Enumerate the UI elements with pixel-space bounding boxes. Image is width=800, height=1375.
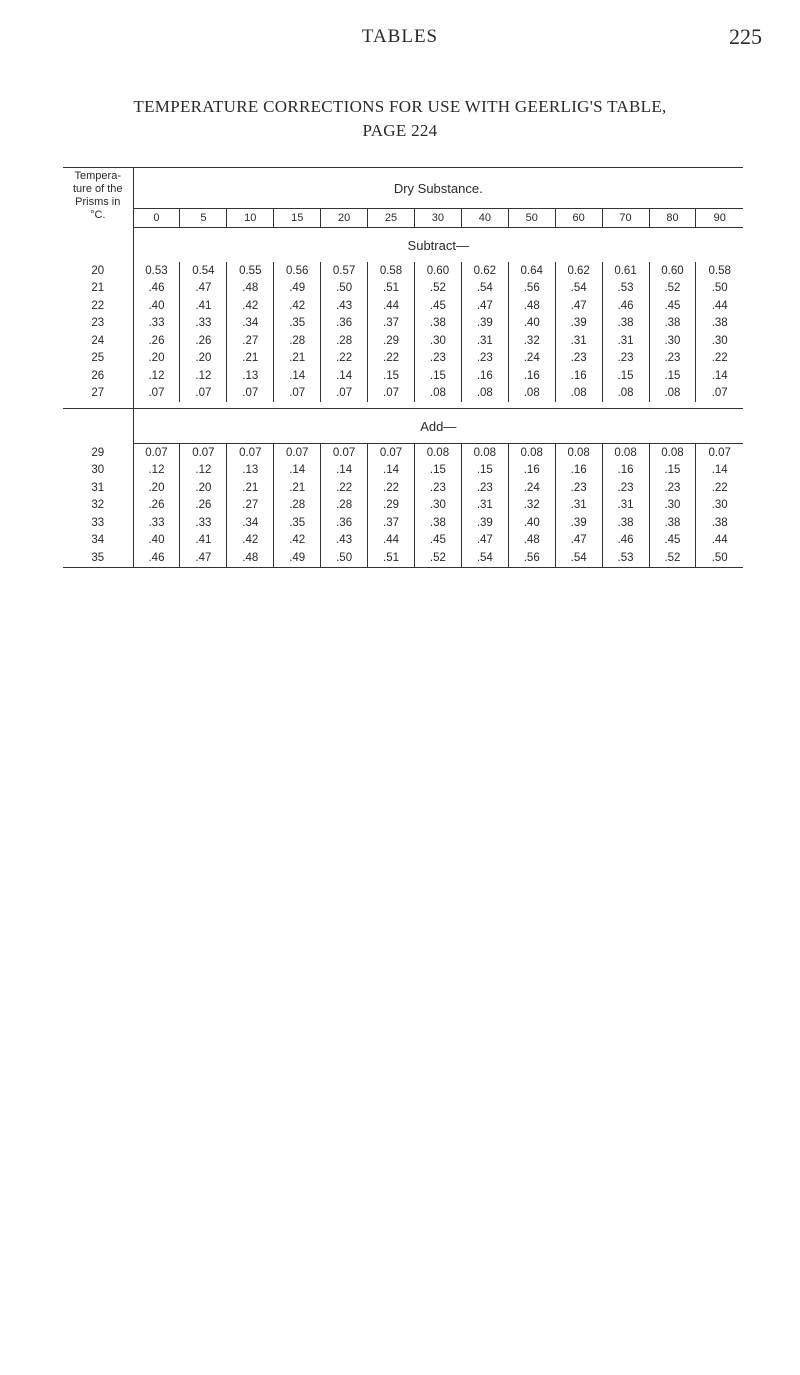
value-cell: .44 [368, 297, 415, 315]
value-cell: .44 [368, 532, 415, 550]
value-cell: .16 [508, 367, 555, 385]
table-row [63, 444, 743, 462]
value-cell: .52 [649, 549, 696, 567]
value-cell: .27 [227, 497, 274, 515]
value-cell: .34 [227, 514, 274, 532]
value-cell: 0.08 [649, 444, 696, 462]
table-row [63, 280, 743, 298]
value-cell: .36 [321, 514, 368, 532]
value-cell: .38 [414, 315, 461, 333]
value-cell: .30 [414, 497, 461, 515]
table-row [63, 497, 743, 515]
value-cell: .51 [368, 549, 415, 567]
value-cell: .52 [414, 280, 461, 298]
value-cell: .24 [508, 350, 555, 368]
value-cell: 0.08 [461, 444, 508, 462]
value-cell: .51 [368, 280, 415, 298]
value-cell: .42 [227, 532, 274, 550]
temperature-cell: 21 [63, 280, 133, 298]
table-row [63, 385, 743, 403]
table-row [63, 350, 743, 368]
temperature-cell: 29 [63, 444, 133, 462]
value-cell: .40 [508, 514, 555, 532]
value-cell: .15 [649, 462, 696, 480]
value-cell: .41 [180, 532, 227, 550]
value-cell: 0.60 [649, 262, 696, 280]
value-cell: .36 [321, 315, 368, 333]
table-row [63, 549, 743, 567]
value-cell: .34 [227, 315, 274, 333]
value-cell: .28 [274, 497, 321, 515]
value-cell: .50 [696, 549, 743, 567]
value-cell: .48 [508, 297, 555, 315]
value-cell: 0.56 [274, 262, 321, 280]
temperature-cell: 26 [63, 367, 133, 385]
value-cell: 0.58 [368, 262, 415, 280]
value-cell: .43 [321, 297, 368, 315]
value-cell: .15 [368, 367, 415, 385]
value-cell: .14 [321, 367, 368, 385]
temperature-cell: 25 [63, 350, 133, 368]
value-cell: .15 [602, 367, 649, 385]
column-header-15: 15 [274, 209, 321, 228]
temperature-cell: 23 [63, 315, 133, 333]
column-header-80: 80 [649, 209, 696, 228]
value-cell: .26 [180, 497, 227, 515]
table-row [63, 514, 743, 532]
value-cell: .54 [555, 280, 602, 298]
value-cell: .23 [414, 479, 461, 497]
value-cell: .38 [696, 514, 743, 532]
column-header-50: 50 [508, 209, 555, 228]
value-cell: .44 [696, 297, 743, 315]
value-cell: .54 [461, 549, 508, 567]
value-cell: .24 [508, 479, 555, 497]
add-section-stub [63, 409, 133, 444]
value-cell: .14 [274, 367, 321, 385]
value-cell: .23 [555, 350, 602, 368]
value-cell: .54 [461, 280, 508, 298]
temperature-cell: 22 [63, 297, 133, 315]
value-cell: .22 [321, 350, 368, 368]
value-cell: 0.57 [321, 262, 368, 280]
value-cell: 0.07 [696, 444, 743, 462]
value-cell: .20 [148, 352, 165, 365]
value-cell: 0.60 [414, 262, 461, 280]
table-row [63, 479, 743, 497]
value-cell: .15 [414, 462, 461, 480]
value-cell: .40 [148, 534, 165, 547]
value-cell: 0.07 [321, 444, 368, 462]
value-cell: .38 [602, 514, 649, 532]
value-cell: .22 [368, 350, 415, 368]
value-cell: .50 [321, 549, 368, 567]
value-cell: .46 [133, 549, 180, 567]
table-title-line-1: TEMPERATURE CORRECTIONS FOR USE WITH GEERLIG'S TABLE, [133, 97, 667, 116]
value-cell: 0.07 [145, 446, 168, 459]
value-cell: .42 [274, 532, 321, 550]
value-cell: 0.07 [227, 444, 274, 462]
value-cell: .33 [180, 514, 227, 532]
value-cell: .30 [414, 332, 461, 350]
value-cell: 0.53 [145, 264, 168, 277]
value-cell: .47 [180, 549, 227, 567]
value-cell: .16 [555, 367, 602, 385]
value-cell: .35 [274, 514, 321, 532]
value-cell: .46 [602, 532, 649, 550]
value-cell: .22 [321, 479, 368, 497]
value-cell: .08 [461, 385, 508, 403]
value-cell: .56 [508, 549, 555, 567]
value-cell: .20 [148, 481, 165, 494]
value-cell: .54 [555, 549, 602, 567]
value-cell: .35 [274, 315, 321, 333]
value-cell: .53 [602, 549, 649, 567]
value-cell: 0.08 [508, 444, 555, 462]
temperature-cell: 24 [63, 332, 133, 350]
value-cell: .47 [461, 532, 508, 550]
value-cell: .33 [148, 317, 165, 330]
value-cell: .39 [461, 315, 508, 333]
value-cell: .31 [555, 332, 602, 350]
add-label: Add— [133, 409, 743, 444]
table-row [63, 315, 743, 333]
value-cell: 0.62 [461, 262, 508, 280]
value-cell: 0.08 [555, 444, 602, 462]
value-cell: .07 [227, 385, 274, 403]
value-cell: .49 [274, 549, 321, 567]
value-cell: .26 [148, 499, 165, 512]
value-cell: 0.58 [696, 262, 743, 280]
value-cell: .33 [148, 516, 165, 529]
value-cell: .07 [148, 387, 165, 400]
dry-substance-header: Dry Substance. [133, 168, 743, 209]
value-cell: .14 [321, 462, 368, 480]
value-cell: .52 [649, 280, 696, 298]
value-cell: .12 [148, 464, 165, 477]
value-cell: .28 [321, 497, 368, 515]
value-cell: .38 [602, 315, 649, 333]
value-cell: .30 [696, 497, 743, 515]
value-cell: .07 [180, 385, 227, 403]
value-cell: 0.64 [508, 262, 555, 280]
value-cell: .14 [696, 367, 743, 385]
value-cell: .31 [555, 497, 602, 515]
value-cell: .22 [696, 350, 743, 368]
value-cell: .32 [508, 497, 555, 515]
value-cell: .23 [649, 479, 696, 497]
temperature-column-header: Tempera- ture of the Prisms in °C. [63, 168, 133, 263]
table-row [63, 297, 743, 315]
value-cell: .23 [461, 350, 508, 368]
temperature-cell: 34 [63, 532, 133, 550]
value-cell: .22 [696, 479, 743, 497]
value-cell: .08 [602, 385, 649, 403]
value-cell: .14 [274, 462, 321, 480]
value-cell: .08 [649, 385, 696, 403]
table-row [63, 462, 743, 480]
value-cell: .45 [649, 297, 696, 315]
value-cell: .08 [555, 385, 602, 403]
value-cell: .22 [368, 479, 415, 497]
value-cell: 0.61 [602, 262, 649, 280]
value-cell: .37 [368, 315, 415, 333]
value-cell: .40 [508, 315, 555, 333]
value-cell: .56 [508, 280, 555, 298]
value-cell: .29 [368, 497, 415, 515]
value-cell: .16 [602, 462, 649, 480]
value-cell: .08 [414, 385, 461, 403]
value-cell: .31 [461, 497, 508, 515]
value-cell: .48 [227, 549, 274, 567]
value-cell: 0.07 [274, 444, 321, 462]
value-cell: 0.08 [602, 444, 649, 462]
value-cell: .37 [368, 514, 415, 532]
column-header-25: 25 [368, 209, 415, 228]
add-section-header [63, 409, 743, 444]
column-header-30: 30 [414, 209, 461, 228]
value-cell: .23 [461, 479, 508, 497]
value-cell: .23 [555, 479, 602, 497]
value-cell: .12 [180, 462, 227, 480]
value-cell: .14 [696, 462, 743, 480]
value-cell: .21 [274, 350, 321, 368]
value-cell: .30 [696, 332, 743, 350]
column-header-20: 20 [321, 209, 368, 228]
value-cell: .46 [602, 297, 649, 315]
value-cell: .14 [368, 462, 415, 480]
value-cell: .21 [274, 479, 321, 497]
value-cell: .33 [180, 315, 227, 333]
value-cell: .30 [649, 332, 696, 350]
value-cell: .29 [368, 332, 415, 350]
table-row [63, 367, 743, 385]
value-cell: .38 [414, 514, 461, 532]
value-cell: 0.55 [227, 262, 274, 280]
value-cell: .39 [555, 315, 602, 333]
value-cell: .46 [148, 282, 165, 295]
running-title: TABLES [361, 26, 439, 47]
value-cell: .47 [461, 297, 508, 315]
value-cell: .13 [227, 367, 274, 385]
column-header-40: 40 [461, 209, 508, 228]
value-cell: .15 [649, 367, 696, 385]
value-cell: .28 [274, 332, 321, 350]
value-cell: .08 [508, 385, 555, 403]
value-cell: 0.62 [555, 262, 602, 280]
value-cell: .38 [649, 514, 696, 532]
column-header-70: 70 [602, 209, 649, 228]
value-cell: .31 [602, 497, 649, 515]
value-cell: .48 [508, 532, 555, 550]
value-cell: .23 [649, 350, 696, 368]
value-cell: .53 [602, 280, 649, 298]
value-cell: .20 [180, 479, 227, 497]
value-cell: .26 [180, 332, 227, 350]
temperature-cell: 30 [63, 462, 133, 480]
value-cell: .47 [555, 297, 602, 315]
value-cell: .42 [274, 297, 321, 315]
value-cell: .16 [555, 462, 602, 480]
value-cell: 0.08 [414, 444, 461, 462]
value-cell: .21 [227, 479, 274, 497]
value-cell: 0.54 [180, 262, 227, 280]
temperature-cell: 31 [63, 479, 133, 497]
value-cell: 0.07 [368, 444, 415, 462]
value-cell: .48 [227, 280, 274, 298]
value-cell: .15 [461, 462, 508, 480]
value-cell: .15 [414, 367, 461, 385]
value-cell: .13 [227, 462, 274, 480]
value-cell: .21 [227, 350, 274, 368]
value-cell: .38 [649, 315, 696, 333]
value-cell: .50 [696, 280, 743, 298]
value-cell: .45 [414, 532, 461, 550]
value-cell: .40 [148, 299, 165, 312]
value-cell: .23 [602, 479, 649, 497]
subtract-section-header [63, 228, 743, 263]
value-cell: .23 [602, 350, 649, 368]
table-title [20, 95, 780, 143]
value-cell: .31 [602, 332, 649, 350]
value-cell: .27 [227, 332, 274, 350]
value-cell: .38 [696, 315, 743, 333]
running-head [0, 22, 800, 52]
value-cell: .41 [180, 297, 227, 315]
value-cell: .20 [180, 350, 227, 368]
value-cell: .23 [414, 350, 461, 368]
temperature-cell: 27 [63, 385, 133, 403]
value-cell: .31 [461, 332, 508, 350]
temperature-corrections-table [63, 167, 743, 568]
column-header-0: 0 [133, 209, 180, 228]
table-row [63, 532, 743, 550]
value-cell: .12 [180, 367, 227, 385]
column-header-row [63, 209, 743, 228]
value-cell: .45 [414, 297, 461, 315]
value-cell: 0.07 [180, 444, 227, 462]
column-header-60: 60 [555, 209, 602, 228]
value-cell: .43 [321, 532, 368, 550]
page-number: 225 [729, 24, 762, 49]
value-cell: .49 [274, 280, 321, 298]
value-cell: .47 [555, 532, 602, 550]
value-cell: .07 [321, 385, 368, 403]
value-cell: .44 [696, 532, 743, 550]
value-cell: .07 [696, 385, 743, 403]
column-header-90: 90 [696, 209, 743, 228]
value-cell: .39 [461, 514, 508, 532]
column-header-10: 10 [227, 209, 274, 228]
value-cell: .12 [148, 369, 165, 382]
value-cell: .47 [180, 280, 227, 298]
value-cell: .16 [461, 367, 508, 385]
value-cell: .32 [508, 332, 555, 350]
temperature-cell: 32 [63, 497, 133, 515]
value-cell: .07 [368, 385, 415, 403]
subtract-label: Subtract— [407, 237, 469, 253]
column-header-5: 5 [180, 209, 227, 228]
header-row-dry-substance [63, 168, 743, 209]
value-cell: .50 [321, 280, 368, 298]
temperature-cell: 33 [63, 514, 133, 532]
table-title-line-2: PAGE 224 [362, 121, 438, 140]
table-row [63, 332, 743, 350]
value-cell: .52 [414, 549, 461, 567]
value-cell: .16 [508, 462, 555, 480]
value-cell: .45 [649, 532, 696, 550]
temperature-cell: 35 [63, 549, 133, 567]
value-cell: .28 [321, 332, 368, 350]
value-cell: .39 [555, 514, 602, 532]
value-cell: .30 [649, 497, 696, 515]
table-row [63, 262, 743, 280]
value-cell: .26 [148, 334, 165, 347]
value-cell: .42 [227, 297, 274, 315]
temperature-cell: 20 [63, 262, 133, 280]
value-cell: .07 [274, 385, 321, 403]
